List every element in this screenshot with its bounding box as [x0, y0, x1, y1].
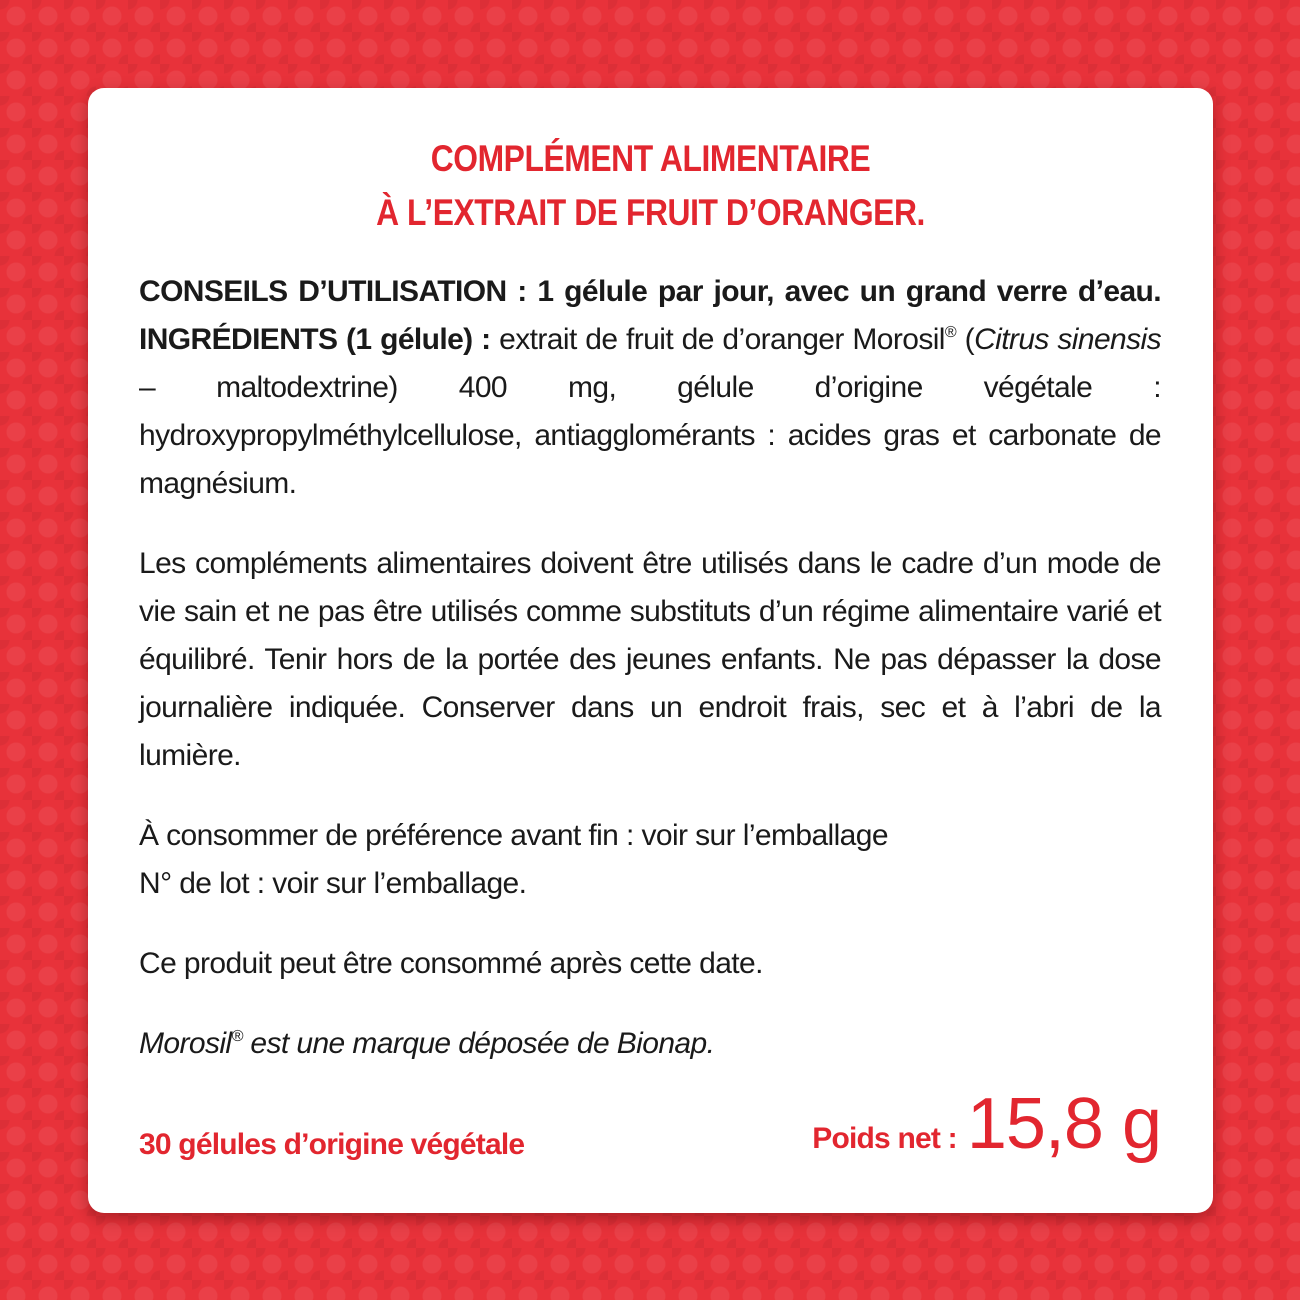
- best-before-text: À consommer de préférence avant fin : voir sur l’emballage: [139, 819, 888, 852]
- registered-mark: ®: [944, 324, 957, 341]
- ingredients-text-1: extrait de fruit de d’oranger Morosil: [490, 323, 945, 356]
- lot-number-text: N° de lot : voir sur l’emballage.: [139, 867, 527, 900]
- ingredients-text-2: – maltodextrine) 400 mg, gélule d’origine végétale : hydroxypropylméthylcellulose, antiagglomérants : acides gras et carbonate de magnésium.: [139, 371, 1161, 500]
- warnings-paragraph: Les compléments alimentaires doivent être utilisés dans le cadre d’un mode de vie sain et ne pas être utilisés comme substituts d’un régime alimentaire varié et équilibré. Tenir hors de la portée des jeunes enfants. Ne pas dépasser la dose journalière indiquée. Conserver dans un endroit frais, sec et à l’abri de la lumière.: [139, 547, 1161, 772]
- paren-open: (: [956, 323, 975, 356]
- net-weight: [812, 1084, 1161, 1164]
- after-date-text: Ce produit peut être consommé après cette date.: [139, 947, 763, 980]
- usage-ingredients-paragraph: [139, 268, 1161, 508]
- trademark-notice: [139, 1020, 1161, 1068]
- trademark-text: est une marque déposée de Bionap.: [242, 1027, 715, 1060]
- title-line-1: COMPLÉMENT ALIMENTAIRE: [430, 138, 871, 179]
- latin-name: Citrus sinensis: [974, 323, 1161, 356]
- ingredients-label: INGRÉDIENTS (1 gélule) :: [139, 323, 491, 356]
- trademark-registered-mark: ®: [231, 1028, 243, 1045]
- net-weight-value: 15,8 g: [966, 1084, 1161, 1164]
- usage-label: CONSEILS D’UTILISATION :: [139, 275, 527, 308]
- label-body: [139, 268, 1161, 1068]
- capsule-count: 30 gélules d’origine végétale: [139, 1128, 525, 1161]
- label-card: [88, 88, 1213, 1213]
- product-title: [167, 132, 1135, 240]
- usage-text: 1 gélule par jour, avec un grand verre d’eau.: [526, 275, 1161, 308]
- trademark-brand: Morosil: [139, 1027, 232, 1060]
- net-weight-label: Poids net :: [812, 1122, 957, 1155]
- title-line-2: À L’EXTRAIT DE FRUIT D’ORANGER.: [376, 192, 925, 233]
